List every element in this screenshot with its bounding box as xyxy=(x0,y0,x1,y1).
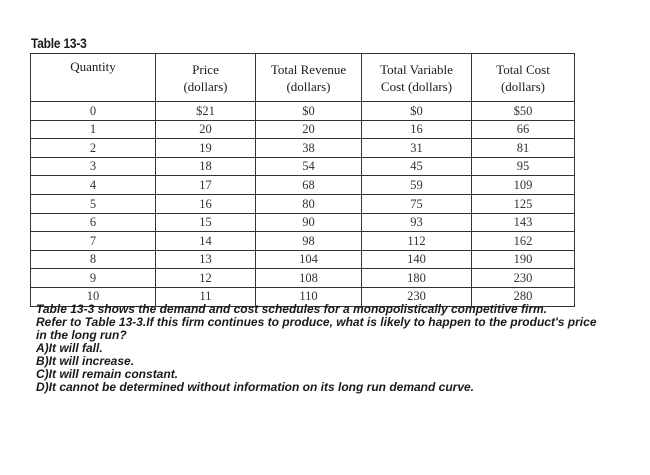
table-cell: 66 xyxy=(472,120,575,139)
column-header-line: (dollars) xyxy=(286,78,331,94)
table-cell: 20 xyxy=(156,120,256,139)
column-header-total-variable-cost xyxy=(362,54,472,102)
table-cell: 230 xyxy=(472,269,575,288)
table-cell: 230 xyxy=(362,287,472,306)
table-cell: 93 xyxy=(362,213,472,232)
table-cell: 16 xyxy=(156,194,256,213)
table-cell: 90 xyxy=(256,213,362,232)
table-cell: 38 xyxy=(256,139,362,158)
table-cell: 13 xyxy=(156,250,256,269)
table-cell: $21 xyxy=(156,102,256,121)
column-header-quantity xyxy=(31,54,156,102)
table-cell: 15 xyxy=(156,213,256,232)
column-header-line: Quantity xyxy=(70,59,116,74)
table-cell: 11 xyxy=(156,287,256,306)
table-cell: $0 xyxy=(362,102,472,121)
column-header-line: Total Revenue xyxy=(270,61,347,77)
answer-choice-d: D)It cannot be determined without information on its long run demand curve. xyxy=(36,380,475,394)
table-row xyxy=(31,176,575,195)
table-cell: 0 xyxy=(31,102,156,121)
table-cell: 2 xyxy=(31,139,156,158)
table-cell: 110 xyxy=(256,287,362,306)
table-row xyxy=(31,269,575,288)
table-cell: 180 xyxy=(362,269,472,288)
table-cell: 17 xyxy=(156,176,256,195)
table-cell: 10 xyxy=(31,287,156,306)
table-row xyxy=(31,139,575,158)
answer-choice-c: C)It will remain constant. xyxy=(36,367,179,381)
table-cell: 112 xyxy=(362,232,472,251)
table-cell: 104 xyxy=(256,250,362,269)
table-cell: 109 xyxy=(472,176,575,195)
table-cell: 162 xyxy=(472,232,575,251)
table-cell: 280 xyxy=(472,287,575,306)
column-header-line: Cost (dollars) xyxy=(380,78,453,94)
question-stem-line1: Refer to Table 13-3.If this firm continues to produce, what is likely to happen to the product's price xyxy=(36,315,597,329)
column-header-line: (dollars) xyxy=(183,78,228,94)
column-header-line: Total Cost xyxy=(496,61,550,77)
table-cell: 4 xyxy=(31,176,156,195)
column-header-line: Price xyxy=(192,61,219,77)
table-cell: 80 xyxy=(256,194,362,213)
table-row xyxy=(31,194,575,213)
table-row xyxy=(31,157,575,176)
table-cell: 81 xyxy=(472,139,575,158)
table-cell: 6 xyxy=(31,213,156,232)
table-cell: 98 xyxy=(256,232,362,251)
table-cell: 45 xyxy=(362,157,472,176)
question-stem-line2: in the long run? xyxy=(36,328,127,342)
question-block xyxy=(36,303,626,394)
column-header-total-cost xyxy=(472,54,575,102)
table-title: Table 13-3 xyxy=(31,35,87,51)
table-row xyxy=(31,250,575,269)
table-cell: 18 xyxy=(156,157,256,176)
table-cell: 54 xyxy=(256,157,362,176)
table-cell: 108 xyxy=(256,269,362,288)
table-row xyxy=(31,232,575,251)
answer-choice-b: B)It will increase. xyxy=(36,354,135,368)
table-cell: 1 xyxy=(31,120,156,139)
table-cell: 125 xyxy=(472,194,575,213)
schedule-table xyxy=(30,53,575,307)
table-cell: 8 xyxy=(31,250,156,269)
table-cell: $0 xyxy=(256,102,362,121)
table-cell: 140 xyxy=(362,250,472,269)
answer-choice-a: A)It will fall. xyxy=(36,341,103,355)
table-cell: 20 xyxy=(256,120,362,139)
table-cell: 68 xyxy=(256,176,362,195)
table-row xyxy=(31,120,575,139)
table-cell: 75 xyxy=(362,194,472,213)
table-cell: 95 xyxy=(472,157,575,176)
column-header-line: (dollars) xyxy=(500,78,546,94)
table-cell: $50 xyxy=(472,102,575,121)
column-header-total-revenue xyxy=(256,54,362,102)
header-row xyxy=(31,54,575,102)
table-cell: 19 xyxy=(156,139,256,158)
question-intro: Table 13-3 shows the demand and cost schedules for a monopolistically competitive firm. xyxy=(36,302,548,316)
table-cell: 16 xyxy=(362,120,472,139)
table-cell: 5 xyxy=(31,194,156,213)
table-row xyxy=(31,102,575,121)
table-cell: 59 xyxy=(362,176,472,195)
table-cell: 3 xyxy=(31,157,156,176)
table-cell: 7 xyxy=(31,232,156,251)
table-cell: 9 xyxy=(31,269,156,288)
column-header-price xyxy=(156,54,256,102)
column-header-line: Total Variable xyxy=(380,61,453,77)
table-row xyxy=(31,213,575,232)
table-cell: 190 xyxy=(472,250,575,269)
table-cell: 31 xyxy=(362,139,472,158)
table-cell: 12 xyxy=(156,269,256,288)
table-cell: 143 xyxy=(472,213,575,232)
table-cell: 14 xyxy=(156,232,256,251)
table-body xyxy=(31,102,575,307)
